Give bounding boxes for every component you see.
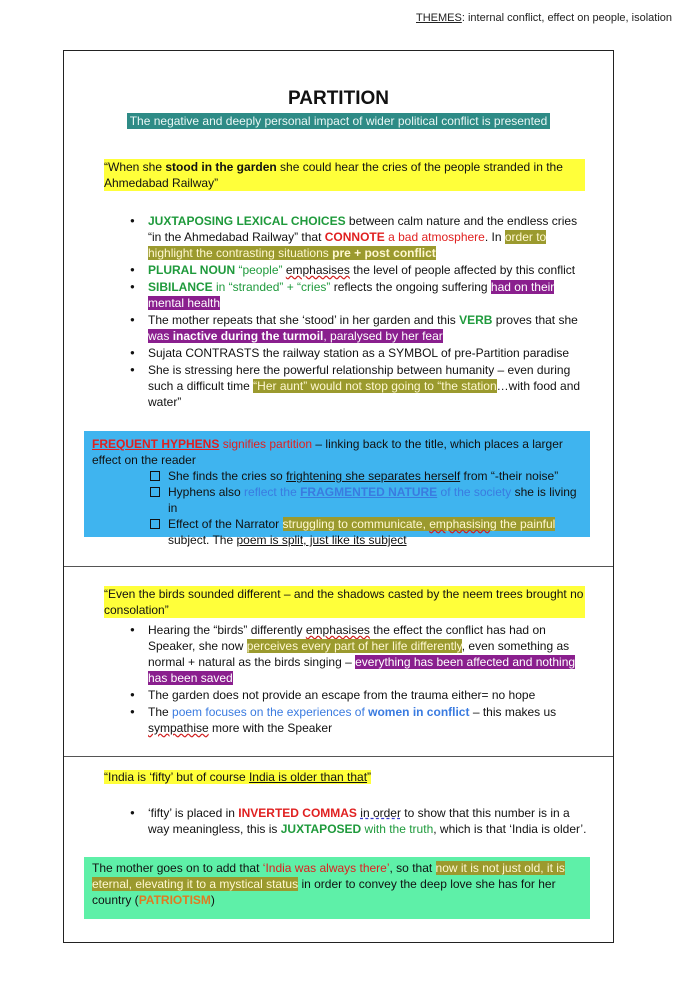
section-quote-3	[64, 757, 613, 942]
analysis-list-1	[130, 213, 588, 411]
patriotism-box	[84, 857, 590, 919]
hyphens-heading: FREQUENT HYPHENS signifies partition – linking back to the title, which places a larger effect on the reader	[92, 437, 563, 467]
list-item: ● The mother repeats that she ‘stood’ in her garden and this VERB proves that she was inactive during the turmoil, paralysed by her fear	[130, 312, 588, 344]
quote-1: “When she stood in the garden she could hear the cries of the people stranded in the Ahmedabad Railway”	[104, 159, 585, 191]
list-item: ● Sujata CONTRASTS the railway station as a SYMBOL of pre-Partition paradise	[130, 345, 588, 361]
quote-3: “India is ‘fifty’ but of course India is older than that”	[104, 770, 372, 784]
list-item: ● PLURAL NOUN “people” emphasises the level of people affected by this conflict	[130, 262, 588, 278]
list-item: Hyphens also reflect the FRAGMENTED NATURE of the society she is living in	[150, 484, 582, 516]
quote-2: “Even the birds sounded different – and the shadows casted by the neem trees brought no consolation”	[104, 587, 584, 617]
list-item: ● Hearing the “birds” differently emphasises the effect the conflict has had on Speaker, she now perceives every part of her life differently, even something as normal + natural as the birds singing – everything has been affected and nothing has been saved	[130, 622, 588, 686]
analysis-list-3	[130, 805, 588, 838]
list-item: ● ‘fifty’ is placed in INVERTED COMMAS in order to show that this number is in a way meaningless, this is JUXTAPOSED with the truth, which is that ‘India is older’.	[130, 805, 588, 837]
list-item: ● JUXTAPOSING LEXICAL CHOICES between calm nature and the endless cries “in the Ahmedabad Railway” that CONNOTE a bad atmosphere. In order to highlight the contrasting situations pre + post conflict	[130, 213, 588, 261]
list-item: ● The garden does not provide an escape from the trauma either= no hope	[130, 687, 588, 703]
themes-label: THEMES	[416, 12, 462, 24]
list-item: She finds the cries so frightening she separates herself from “-their noise”	[150, 468, 582, 484]
page-subtitle: The negative and deeply personal impact of wider political conflict is presented	[127, 113, 551, 129]
section-quote-1	[64, 51, 613, 567]
list-item: ● She is stressing here the powerful relationship between humanity – even during such a difficult time “Her aunt” would not stop going to “the station…with food and water”	[130, 362, 588, 410]
list-item: ● The poem focuses on the experiences of women in conflict – this makes us sympathise more with the Speaker	[130, 704, 588, 736]
notes-frame	[63, 50, 614, 943]
patriotism-text: The mother goes on to add that ‘India was always there’, so that now it is not just old, it is eternal, elevating it to a mystical status in order to convey the deep love she has for her country (PATRIOTISM)	[92, 861, 565, 907]
list-item: Effect of the Narrator struggling to communicate, emphasising the painful subject. The poem is split, just like its subject	[150, 516, 582, 548]
page-title: PARTITION	[288, 88, 389, 109]
list-item: ● SIBILANCE in “stranded” + “cries” reflects the ongoing suffering had on their mental health	[130, 279, 588, 311]
analysis-list-2	[130, 622, 588, 737]
themes-line	[416, 12, 672, 24]
hyphens-checklist	[150, 468, 582, 548]
hyphens-box	[84, 431, 590, 547]
themes-text: : internal conflict, effect on people, isolation	[461, 12, 672, 24]
section-quote-2	[64, 567, 613, 757]
